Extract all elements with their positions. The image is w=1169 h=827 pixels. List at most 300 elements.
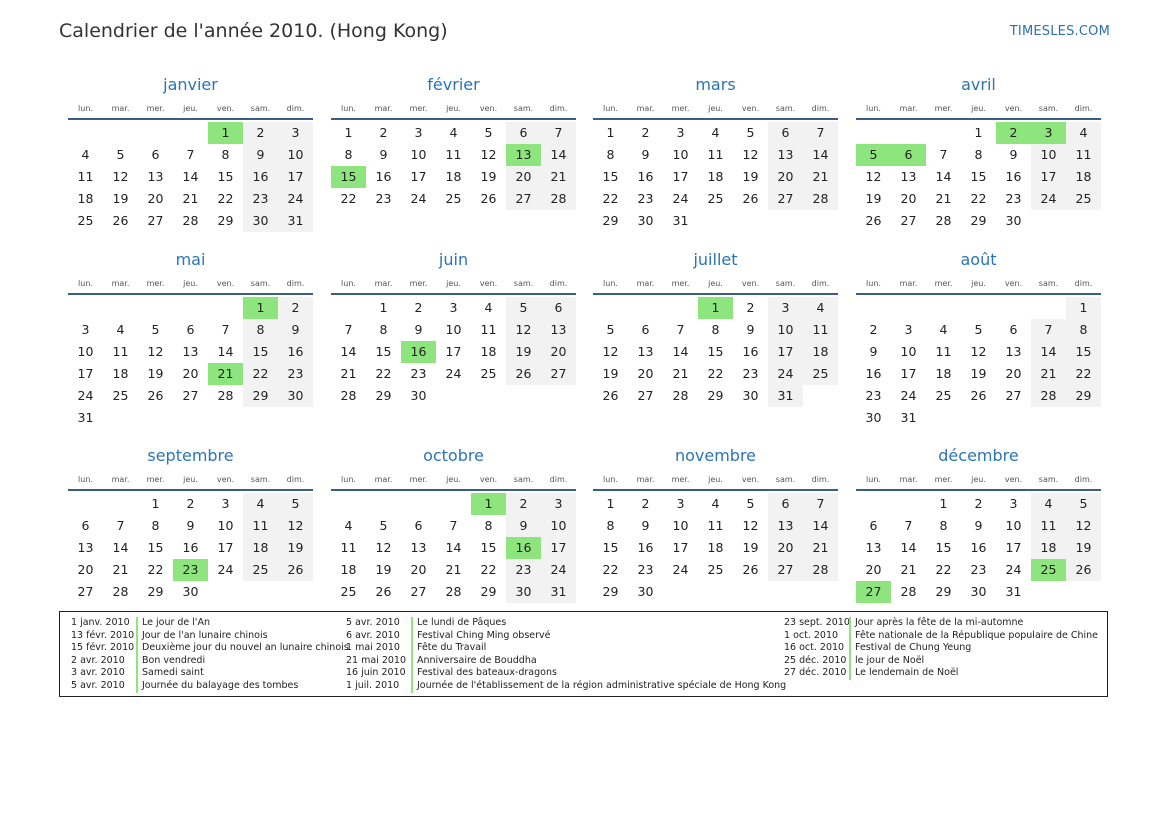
- day-cell: 16: [1005, 169, 1022, 184]
- day-cell: 4: [711, 496, 720, 511]
- day-cell: 4: [803, 297, 838, 319]
- day-cell: 3: [449, 300, 458, 315]
- weekday-header: [331, 98, 576, 120]
- empty-cell: [331, 493, 366, 515]
- day-cell: 28: [445, 584, 462, 599]
- day-cell: 24: [217, 562, 234, 577]
- empty-cell: [628, 297, 663, 319]
- day-cell: 19: [147, 366, 164, 381]
- holiday-date: 5 avr. 2010: [346, 617, 400, 628]
- day-cell: 15: [480, 540, 497, 555]
- day-cell: 20: [637, 366, 654, 381]
- day-cell: 29: [1066, 385, 1101, 407]
- day-cell: 30: [410, 388, 427, 403]
- day-cell: 18: [1031, 537, 1066, 559]
- day-cell: 16: [182, 540, 199, 555]
- day-cell: 11: [112, 344, 129, 359]
- weekday-label: sam.: [775, 103, 796, 113]
- month-6: [331, 249, 576, 407]
- day-cell: 10: [445, 322, 462, 337]
- day-cell: 8: [939, 518, 948, 533]
- day-cell: 15: [707, 344, 724, 359]
- holiday-name: Festival des bateaux-dragons: [411, 667, 557, 680]
- weekday-label: sam.: [250, 474, 271, 484]
- empty-cell: [103, 297, 138, 319]
- day-cell: 2: [414, 300, 423, 315]
- day-cell: 11: [707, 147, 724, 162]
- day-cell: 5: [116, 147, 125, 162]
- day-cell: 21: [900, 562, 917, 577]
- day-cell: 4: [484, 300, 493, 315]
- day-cell: 27: [506, 188, 541, 210]
- day-cell: 27: [768, 559, 803, 581]
- day-cell: 20: [147, 191, 164, 206]
- empty-cell: [138, 297, 173, 319]
- day-cell: 1: [344, 125, 353, 140]
- day-cell: 30: [506, 581, 541, 603]
- holiday-name: Deuxième jour du nouvel an lunaire chinois: [136, 642, 349, 655]
- day-cell: 8: [221, 147, 230, 162]
- weekday-label: mar.: [636, 474, 655, 484]
- day-cell: 22: [147, 562, 164, 577]
- day-cell: 8: [711, 322, 720, 337]
- day-cell: 10: [410, 147, 427, 162]
- holiday-date: 27 déc. 2010: [784, 667, 847, 679]
- holiday-day: 21: [208, 363, 243, 385]
- day-cell: 18: [480, 344, 497, 359]
- day-cell: 20: [182, 366, 199, 381]
- weekday-label: jeu.: [183, 278, 198, 288]
- day-cell: 29: [707, 388, 724, 403]
- day-cell: 27: [410, 584, 427, 599]
- day-cell: 23: [278, 363, 313, 385]
- month-name: janvier: [163, 75, 218, 94]
- day-cell: 10: [77, 344, 94, 359]
- day-cell: 3: [81, 322, 90, 337]
- day-cell: 6: [768, 493, 803, 515]
- day-cell: 12: [742, 518, 759, 533]
- day-cell: 30: [637, 584, 654, 599]
- day-cell: 14: [217, 344, 234, 359]
- day-cell: 21: [541, 166, 576, 188]
- legend-row: [783, 617, 1098, 630]
- weekday-label: lun.: [341, 278, 356, 288]
- day-cell: 14: [803, 515, 838, 537]
- holiday-name: Jour de l'an lunaire chinois: [136, 630, 268, 643]
- day-cell: 28: [217, 388, 234, 403]
- weekday-label: jeu.: [446, 103, 461, 113]
- day-cell: 23: [637, 562, 654, 577]
- day-cell: 16: [278, 341, 313, 363]
- weekday-label: sam.: [513, 278, 534, 288]
- weekday-label: ven.: [216, 278, 235, 288]
- day-cell: 23: [243, 188, 278, 210]
- day-cell: 25: [707, 562, 724, 577]
- day-cell: 18: [243, 537, 278, 559]
- day-cell: 4: [243, 493, 278, 515]
- day-cell: 11: [707, 518, 724, 533]
- weekday-label: ven.: [741, 474, 760, 484]
- weekday-label: ven.: [741, 278, 760, 288]
- day-cell: 13: [768, 515, 803, 537]
- day-cell: 18: [445, 169, 462, 184]
- weekday-label: sam.: [1038, 278, 1059, 288]
- day-cell: 25: [803, 363, 838, 385]
- weekday-label: mer.: [409, 474, 428, 484]
- day-cell: 12: [1066, 515, 1101, 537]
- empty-cell: [926, 122, 961, 144]
- holiday-legend: [59, 611, 1108, 697]
- holiday-name: le jour de Noël: [849, 655, 924, 668]
- holiday-date: 13 févr. 2010: [71, 629, 135, 641]
- weekday-label: sam.: [513, 474, 534, 484]
- day-cell: 20: [768, 537, 803, 559]
- empty-cell: [331, 297, 366, 319]
- legend-column: [345, 617, 786, 693]
- day-cell: 23: [637, 191, 654, 206]
- day-cell: 6: [414, 518, 423, 533]
- day-cell: 22: [217, 191, 234, 206]
- day-cell: 26: [147, 388, 164, 403]
- empty-cell: [401, 493, 436, 515]
- day-cell: 30: [637, 213, 654, 228]
- day-cell: 28: [803, 559, 838, 581]
- day-cell: 27: [147, 213, 164, 228]
- day-grid: [593, 493, 838, 603]
- day-cell: 6: [768, 122, 803, 144]
- holiday-day: 1: [208, 122, 243, 144]
- day-cell: 5: [278, 493, 313, 515]
- holiday-name: Festival Ching Ming observé: [411, 630, 551, 643]
- legend-row: [783, 667, 1098, 680]
- day-grid: [68, 493, 313, 603]
- holiday-name: Journée du balayage des tombes: [136, 680, 298, 693]
- day-cell: 18: [112, 366, 129, 381]
- day-cell: 18: [707, 169, 724, 184]
- day-cell: 12: [506, 319, 541, 341]
- holiday-date: 6 avr. 2010: [346, 629, 400, 641]
- day-cell: 17: [77, 366, 94, 381]
- month-1: [68, 74, 313, 232]
- day-cell: 21: [445, 562, 462, 577]
- day-cell: 4: [344, 518, 353, 533]
- day-cell: 3: [676, 125, 685, 140]
- day-cell: 2: [641, 496, 650, 511]
- day-cell: 13: [147, 169, 164, 184]
- day-cell: 17: [768, 341, 803, 363]
- weekday-label: dim.: [1074, 278, 1093, 288]
- day-cell: 9: [506, 515, 541, 537]
- day-cell: 2: [186, 496, 195, 511]
- holiday-date: 16 juin 2010: [346, 667, 406, 679]
- legend-row: [70, 642, 349, 655]
- day-cell: 13: [637, 344, 654, 359]
- weekday-header: [593, 273, 838, 295]
- holiday-date: 23 sept. 2010: [784, 617, 850, 628]
- day-cell: 22: [602, 562, 619, 577]
- day-cell: 19: [278, 537, 313, 559]
- weekday-label: sam.: [775, 474, 796, 484]
- weekday-label: lun.: [603, 278, 618, 288]
- holiday-name: Bon vendredi: [136, 655, 205, 668]
- weekday-label: jeu.: [708, 278, 723, 288]
- legend-row: [70, 680, 349, 693]
- weekday-label: jeu.: [708, 474, 723, 484]
- day-cell: 22: [1066, 363, 1101, 385]
- day-cell: 18: [707, 540, 724, 555]
- holiday-day: 16: [401, 341, 436, 363]
- day-cell: 14: [900, 540, 917, 555]
- holiday-day: 27: [856, 581, 891, 603]
- day-cell: 7: [939, 147, 948, 162]
- weekday-label: ven.: [216, 103, 235, 113]
- day-cell: 5: [379, 518, 388, 533]
- day-cell: 17: [672, 540, 689, 555]
- day-cell: 7: [449, 518, 458, 533]
- day-cell: 24: [77, 388, 94, 403]
- weekday-label: mer.: [934, 474, 953, 484]
- weekday-label: ven.: [479, 103, 498, 113]
- day-cell: 17: [1031, 166, 1066, 188]
- day-cell: 17: [900, 366, 917, 381]
- day-cell: 4: [81, 147, 90, 162]
- day-cell: 7: [221, 322, 230, 337]
- holiday-date: 1 oct. 2010: [784, 629, 839, 641]
- day-cell: 8: [243, 319, 278, 341]
- empty-cell: [68, 493, 103, 515]
- day-cell: 23: [1005, 191, 1022, 206]
- legend-row: [345, 642, 786, 655]
- day-cell: 31: [1005, 584, 1022, 599]
- holiday-name: Anniversaire de Bouddha: [411, 655, 537, 668]
- holiday-day: 1: [471, 493, 506, 515]
- month-name: septembre: [147, 446, 234, 465]
- holiday-name: Fête du Travail: [411, 642, 486, 655]
- day-cell: 5: [974, 322, 983, 337]
- day-cell: 5: [746, 496, 755, 511]
- day-cell: 4: [711, 125, 720, 140]
- day-cell: 14: [1031, 341, 1066, 363]
- day-cell: 29: [970, 213, 987, 228]
- holiday-day: 16: [506, 537, 541, 559]
- weekday-label: dim.: [286, 278, 305, 288]
- holiday-name: Fête nationale de la République populaire de Chine: [849, 630, 1098, 643]
- empty-cell: [856, 122, 891, 144]
- weekday-label: lun.: [866, 103, 881, 113]
- day-cell: 8: [974, 147, 983, 162]
- empty-cell: [208, 297, 243, 319]
- holiday-date: 1 mai 2010: [346, 642, 400, 654]
- day-cell: 22: [243, 363, 278, 385]
- day-cell: 27: [1005, 388, 1022, 403]
- month-4: [856, 74, 1101, 232]
- weekday-label: mar.: [111, 103, 130, 113]
- month-7: [593, 249, 838, 407]
- weekday-label: jeu.: [183, 474, 198, 484]
- day-cell: 18: [935, 366, 952, 381]
- day-cell: 29: [480, 584, 497, 599]
- weekday-label: dim.: [1074, 474, 1093, 484]
- day-grid: [593, 297, 838, 407]
- day-cell: 23: [410, 366, 427, 381]
- legend-row: [70, 667, 349, 680]
- day-grid: [68, 297, 313, 429]
- weekday-label: jeu.: [708, 103, 723, 113]
- day-cell: 14: [672, 344, 689, 359]
- day-cell: 12: [970, 344, 987, 359]
- day-cell: 8: [1066, 319, 1101, 341]
- weekday-label: mer.: [146, 103, 165, 113]
- day-cell: 29: [243, 385, 278, 407]
- day-cell: 2: [278, 297, 313, 319]
- day-cell: 24: [445, 366, 462, 381]
- month-12: [856, 445, 1101, 603]
- day-cell: 24: [672, 191, 689, 206]
- day-cell: 9: [1009, 147, 1018, 162]
- empty-cell: [593, 297, 628, 319]
- weekday-label: lun.: [78, 103, 93, 113]
- day-cell: 12: [865, 169, 882, 184]
- day-cell: 20: [77, 562, 94, 577]
- day-cell: 13: [77, 540, 94, 555]
- day-cell: 8: [151, 518, 160, 533]
- empty-cell: [138, 122, 173, 144]
- day-cell: 23: [506, 559, 541, 581]
- day-cell: 17: [217, 540, 234, 555]
- day-cell: 10: [217, 518, 234, 533]
- weekday-label: mer.: [409, 103, 428, 113]
- empty-cell: [436, 493, 471, 515]
- month-name: juin: [438, 250, 469, 269]
- day-cell: 24: [1005, 562, 1022, 577]
- brand-link[interactable]: TIMESLES.COM: [1009, 24, 1110, 39]
- weekday-header: [331, 469, 576, 491]
- holiday-day: 13: [506, 144, 541, 166]
- weekday-header: [593, 469, 838, 491]
- day-cell: 5: [484, 125, 493, 140]
- month-name: décembre: [938, 446, 1019, 465]
- day-grid: [593, 122, 838, 232]
- weekday-header: [856, 98, 1101, 120]
- day-cell: 28: [340, 388, 357, 403]
- legend-row: [783, 655, 1098, 668]
- day-cell: 15: [147, 540, 164, 555]
- day-cell: 6: [641, 322, 650, 337]
- weekday-label: mer.: [409, 278, 428, 288]
- day-cell: 9: [243, 144, 278, 166]
- day-cell: 17: [445, 344, 462, 359]
- day-grid: [856, 493, 1101, 603]
- day-cell: 30: [243, 210, 278, 232]
- day-cell: 6: [869, 518, 878, 533]
- day-cell: 17: [672, 169, 689, 184]
- day-cell: 1: [974, 125, 983, 140]
- day-cell: 4: [1066, 122, 1101, 144]
- holiday-day: 1: [698, 297, 733, 319]
- day-cell: 3: [278, 122, 313, 144]
- weekday-label: mar.: [636, 278, 655, 288]
- day-cell: 11: [77, 169, 94, 184]
- day-cell: 19: [865, 191, 882, 206]
- day-cell: 2: [379, 125, 388, 140]
- day-cell: 11: [243, 515, 278, 537]
- month-name: août: [960, 250, 997, 269]
- day-cell: 9: [186, 518, 195, 533]
- day-cell: 5: [1066, 493, 1101, 515]
- day-cell: 10: [768, 319, 803, 341]
- day-cell: 7: [186, 147, 195, 162]
- day-cell: 21: [803, 537, 838, 559]
- day-cell: 19: [480, 169, 497, 184]
- day-cell: 23: [375, 191, 392, 206]
- weekday-label: mer.: [671, 103, 690, 113]
- weekday-label: mer.: [671, 278, 690, 288]
- weekday-label: lun.: [341, 103, 356, 113]
- day-cell: 7: [344, 322, 353, 337]
- day-cell: 16: [742, 344, 759, 359]
- day-cell: 14: [541, 144, 576, 166]
- day-cell: 15: [1066, 341, 1101, 363]
- weekday-label: dim.: [811, 103, 830, 113]
- day-cell: 29: [602, 213, 619, 228]
- day-cell: 23: [742, 366, 759, 381]
- legend-row: [345, 630, 786, 643]
- day-cell: 3: [768, 297, 803, 319]
- day-cell: 13: [182, 344, 199, 359]
- day-cell: 15: [970, 169, 987, 184]
- day-cell: 8: [606, 518, 615, 533]
- day-cell: 7: [904, 518, 913, 533]
- day-cell: 17: [410, 169, 427, 184]
- day-cell: 25: [935, 388, 952, 403]
- day-cell: 3: [414, 125, 423, 140]
- day-cell: 30: [865, 410, 882, 425]
- day-cell: 20: [900, 191, 917, 206]
- day-cell: 30: [742, 388, 759, 403]
- day-cell: 15: [243, 341, 278, 363]
- empty-cell: [68, 297, 103, 319]
- day-cell: 15: [217, 169, 234, 184]
- day-cell: 26: [865, 213, 882, 228]
- day-cell: 25: [340, 584, 357, 599]
- day-cell: 18: [803, 341, 838, 363]
- day-cell: 1: [379, 300, 388, 315]
- day-cell: 10: [672, 518, 689, 533]
- day-cell: 14: [182, 169, 199, 184]
- legend-row: [783, 642, 1098, 655]
- weekday-label: ven.: [741, 103, 760, 113]
- holiday-day: 2: [996, 122, 1031, 144]
- day-cell: 30: [278, 385, 313, 407]
- day-cell: 4: [116, 322, 125, 337]
- page-title: Calendrier de l'année 2010. (Hong Kong): [59, 20, 448, 42]
- day-cell: 22: [707, 366, 724, 381]
- weekday-header: [593, 98, 838, 120]
- weekday-label: dim.: [286, 103, 305, 113]
- day-cell: 29: [375, 388, 392, 403]
- empty-cell: [891, 297, 926, 319]
- day-cell: 10: [1031, 144, 1066, 166]
- legend-column: [783, 617, 1098, 680]
- weekday-header: [856, 469, 1101, 491]
- day-cell: 26: [1066, 559, 1101, 581]
- month-9: [68, 445, 313, 603]
- day-cell: 26: [970, 388, 987, 403]
- day-cell: 31: [768, 385, 803, 407]
- weekday-label: lun.: [78, 474, 93, 484]
- day-cell: 20: [865, 562, 882, 577]
- holiday-day: 3: [1031, 122, 1066, 144]
